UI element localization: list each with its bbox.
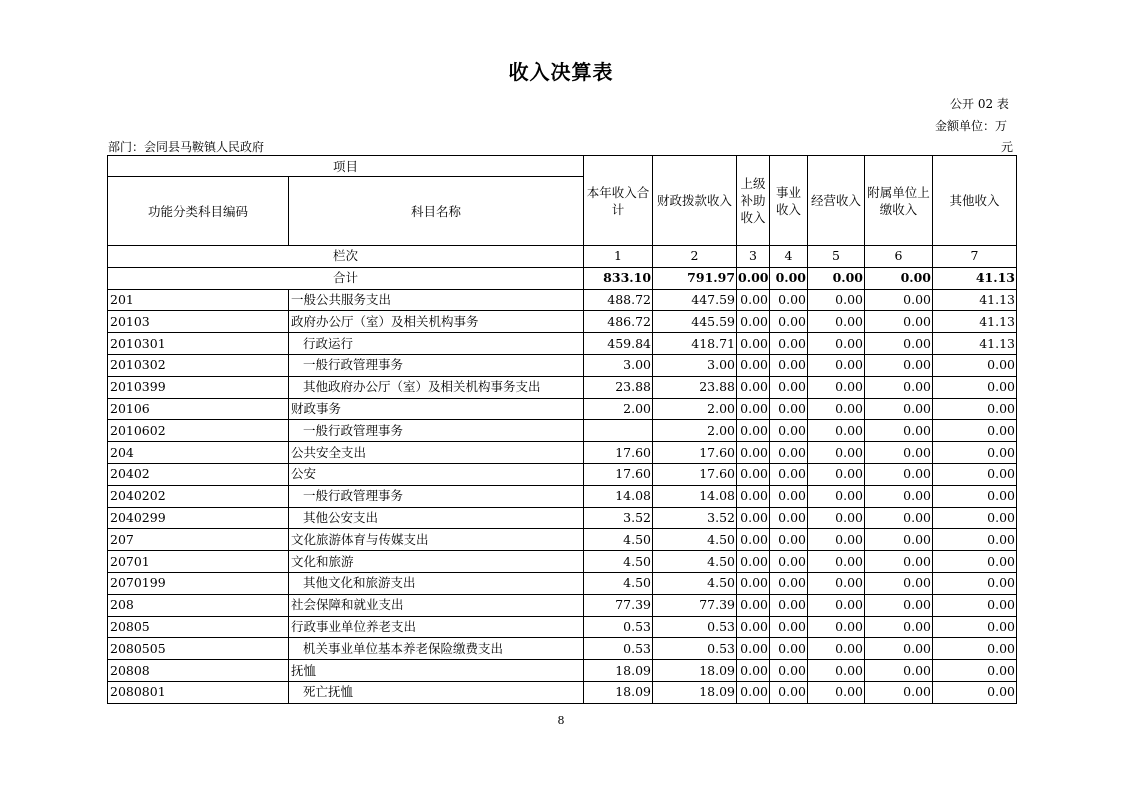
amount-cell: 2.00	[653, 420, 737, 442]
subject-name: 政府办公厅（室）及相关机构事务	[289, 311, 584, 333]
table-row	[108, 442, 1017, 464]
amount-cell: 4.50	[653, 529, 737, 551]
subject-name: 其他公安支出	[289, 507, 584, 529]
amount-cell: 0.00	[737, 529, 770, 551]
amount-cell: 4.50	[653, 572, 737, 594]
amount-cell: 0.00	[865, 529, 933, 551]
subject-name: 行政运行	[289, 333, 584, 355]
amount-cell: 0.00	[770, 551, 808, 573]
subject-code: 201	[108, 289, 289, 311]
table-row	[108, 551, 1017, 573]
amount-cell: 0.00	[770, 507, 808, 529]
amount-cell	[584, 420, 653, 442]
subject-code: 2010399	[108, 376, 289, 398]
amount-cell: 2.00	[584, 398, 653, 420]
subject-code: 20106	[108, 398, 289, 420]
amount-cell: 0.00	[865, 681, 933, 703]
amount-cell: 18.09	[653, 681, 737, 703]
table-row	[108, 398, 1017, 420]
amount-cell: 41.13	[933, 311, 1017, 333]
amount-cell: 459.84	[584, 333, 653, 355]
amount-cell: 17.60	[653, 442, 737, 464]
subject-name: 死亡抚恤	[289, 681, 584, 703]
header-total-income: 本年收入合计	[584, 156, 653, 246]
column-number: 6	[865, 246, 933, 268]
amount-cell: 0.00	[770, 420, 808, 442]
table-row	[108, 485, 1017, 507]
subject-name: 公安	[289, 463, 584, 485]
amount-cell: 0.00	[808, 551, 865, 573]
amount-cell: 77.39	[584, 594, 653, 616]
amount-cell: 14.08	[584, 485, 653, 507]
amount-cell: 0.00	[808, 354, 865, 376]
amount-cell: 23.88	[584, 376, 653, 398]
amount-cell: 0.53	[653, 616, 737, 638]
amount-cell: 0.00	[865, 289, 933, 311]
amount-cell: 0.00	[933, 529, 1017, 551]
total-label: 合计	[108, 267, 584, 289]
amount-cell: 4.50	[584, 572, 653, 594]
amount-cell: 0.00	[933, 398, 1017, 420]
amount-cell: 0.00	[865, 354, 933, 376]
header-superior-subsidy: 上级补助收入	[737, 156, 770, 246]
subject-code: 2080505	[108, 638, 289, 660]
header-code: 功能分类科目编码	[108, 177, 289, 246]
amount-cell: 0.00	[808, 376, 865, 398]
amount-cell: 0.00	[737, 289, 770, 311]
total-value: 41.13	[933, 267, 1017, 289]
table-row	[108, 311, 1017, 333]
amount-cell: 0.00	[933, 660, 1017, 682]
subject-code: 20103	[108, 311, 289, 333]
amount-cell: 0.00	[737, 616, 770, 638]
amount-cell: 0.00	[933, 616, 1017, 638]
column-number: 4	[770, 246, 808, 268]
amount-cell: 0.00	[933, 638, 1017, 660]
amount-cell: 41.13	[933, 333, 1017, 355]
header-other-income: 其他收入	[933, 156, 1017, 246]
amount-cell: 2.00	[653, 398, 737, 420]
subject-code: 208	[108, 594, 289, 616]
amount-cell: 0.00	[737, 594, 770, 616]
subject-code: 2040202	[108, 485, 289, 507]
amount-cell: 0.00	[770, 398, 808, 420]
subject-code: 20701	[108, 551, 289, 573]
amount-cell: 0.00	[865, 442, 933, 464]
table-row	[108, 572, 1017, 594]
amount-cell: 0.00	[933, 594, 1017, 616]
amount-cell: 0.00	[770, 594, 808, 616]
header-name: 科目名称	[289, 177, 584, 246]
income-table	[107, 155, 1017, 704]
amount-cell: 488.72	[584, 289, 653, 311]
amount-cell: 418.71	[653, 333, 737, 355]
amount-cell: 0.00	[737, 333, 770, 355]
amount-cell: 0.00	[808, 681, 865, 703]
table-row	[108, 660, 1017, 682]
subject-name: 文化旅游体育与传媒支出	[289, 529, 584, 551]
amount-cell: 0.00	[737, 681, 770, 703]
header-fiscal-allocation: 财政拨款收入	[653, 156, 737, 246]
subject-code: 2010301	[108, 333, 289, 355]
amount-cell: 447.59	[653, 289, 737, 311]
amount-cell: 0.00	[865, 376, 933, 398]
amount-cell: 0.00	[737, 398, 770, 420]
amount-cell: 0.00	[770, 289, 808, 311]
amount-cell: 17.60	[653, 463, 737, 485]
subject-code: 204	[108, 442, 289, 464]
header-business-income: 事业收入	[770, 156, 808, 246]
header-operating-income: 经营收入	[808, 156, 865, 246]
amount-cell: 0.00	[770, 572, 808, 594]
amount-cell: 4.50	[584, 529, 653, 551]
amount-cell: 3.52	[653, 507, 737, 529]
column-number: 2	[653, 246, 737, 268]
amount-cell: 0.00	[737, 463, 770, 485]
amount-cell: 0.00	[808, 442, 865, 464]
amount-cell: 0.00	[737, 420, 770, 442]
amount-cell: 0.00	[865, 485, 933, 507]
amount-cell: 0.00	[808, 289, 865, 311]
amount-cell: 0.00	[808, 463, 865, 485]
column-number: 5	[808, 246, 865, 268]
amount-cell: 0.00	[770, 376, 808, 398]
amount-cell: 3.00	[653, 354, 737, 376]
subject-code: 20805	[108, 616, 289, 638]
table-row	[108, 420, 1017, 442]
amount-cell: 0.00	[808, 594, 865, 616]
amount-cell: 23.88	[653, 376, 737, 398]
amount-cell: 0.00	[737, 376, 770, 398]
amount-cell: 4.50	[584, 551, 653, 573]
amount-cell: 0.00	[865, 660, 933, 682]
amount-cell: 0.00	[808, 420, 865, 442]
amount-cell: 0.00	[770, 463, 808, 485]
amount-cell: 0.00	[770, 681, 808, 703]
amount-cell: 0.00	[808, 572, 865, 594]
subject-name: 其他文化和旅游支出	[289, 572, 584, 594]
amount-cell: 14.08	[653, 485, 737, 507]
unit-label-cont: 元	[1001, 140, 1014, 154]
total-value: 833.10	[584, 267, 653, 289]
amount-cell: 0.00	[737, 660, 770, 682]
table-row	[108, 333, 1017, 355]
column-number: 1	[584, 246, 653, 268]
subject-code: 2040299	[108, 507, 289, 529]
amount-cell: 0.00	[770, 638, 808, 660]
amount-cell: 0.00	[737, 485, 770, 507]
amount-cell: 17.60	[584, 442, 653, 464]
amount-cell: 0.00	[933, 420, 1017, 442]
amount-cell: 0.00	[865, 463, 933, 485]
header-affiliated-income: 附属单位上缴收入	[865, 156, 933, 246]
subject-name: 抚恤	[289, 660, 584, 682]
amount-cell: 0.00	[865, 311, 933, 333]
subject-name: 一般公共服务支出	[289, 289, 584, 311]
amount-cell: 0.00	[933, 572, 1017, 594]
amount-cell: 0.00	[865, 616, 933, 638]
subject-code: 2080801	[108, 681, 289, 703]
subject-code: 2010302	[108, 354, 289, 376]
amount-cell: 0.00	[737, 572, 770, 594]
subject-name: 社会保障和就业支出	[289, 594, 584, 616]
amount-cell: 0.00	[737, 311, 770, 333]
column-index-row	[108, 246, 1017, 268]
column-number: 7	[933, 246, 1017, 268]
amount-cell: 18.09	[584, 660, 653, 682]
subject-name: 一般行政管理事务	[289, 354, 584, 376]
amount-cell: 0.53	[584, 638, 653, 660]
amount-cell: 0.00	[865, 638, 933, 660]
amount-cell: 0.00	[865, 551, 933, 573]
amount-cell: 0.00	[865, 333, 933, 355]
amount-cell: 0.00	[737, 354, 770, 376]
header-project: 项目	[108, 156, 584, 177]
amount-cell: 0.00	[808, 616, 865, 638]
table-row	[108, 507, 1017, 529]
amount-cell: 0.00	[737, 551, 770, 573]
amount-cell: 0.00	[865, 594, 933, 616]
subject-name: 一般行政管理事务	[289, 420, 584, 442]
amount-cell: 0.00	[933, 485, 1017, 507]
amount-cell: 0.00	[770, 616, 808, 638]
column-number: 3	[737, 246, 770, 268]
total-value: 0.00	[808, 267, 865, 289]
amount-cell: 0.00	[808, 311, 865, 333]
amount-cell: 0.53	[653, 638, 737, 660]
table-row	[108, 529, 1017, 551]
amount-cell: 0.00	[737, 507, 770, 529]
amount-cell: 18.09	[653, 660, 737, 682]
amount-cell: 77.39	[653, 594, 737, 616]
department-label: 部门：会同县马鞍镇人民政府	[108, 140, 265, 154]
amount-cell: 0.00	[808, 529, 865, 551]
subject-code: 207	[108, 529, 289, 551]
amount-cell: 445.59	[653, 311, 737, 333]
subject-name: 公共安全支出	[289, 442, 584, 464]
total-value: 0.00	[865, 267, 933, 289]
amount-cell: 0.00	[770, 333, 808, 355]
amount-cell: 0.00	[865, 507, 933, 529]
subject-name: 其他政府办公厅（室）及相关机构事务支出	[289, 376, 584, 398]
amount-cell: 18.09	[584, 681, 653, 703]
column-index-label: 栏次	[108, 246, 584, 268]
amount-cell: 0.00	[933, 507, 1017, 529]
amount-cell: 0.00	[933, 376, 1017, 398]
amount-cell: 0.00	[933, 681, 1017, 703]
amount-cell: 0.00	[770, 485, 808, 507]
amount-cell: 0.00	[933, 551, 1017, 573]
amount-cell: 0.00	[770, 660, 808, 682]
amount-cell: 0.00	[808, 333, 865, 355]
amount-cell: 17.60	[584, 463, 653, 485]
amount-cell: 0.00	[770, 354, 808, 376]
total-row	[108, 267, 1017, 289]
subject-name: 一般行政管理事务	[289, 485, 584, 507]
subject-code: 20402	[108, 463, 289, 485]
table-row	[108, 463, 1017, 485]
page-number: 8	[557, 714, 565, 727]
subject-code: 2070199	[108, 572, 289, 594]
subject-name: 机关事业单位基本养老保险缴费支出	[289, 638, 584, 660]
subject-name: 文化和旅游	[289, 551, 584, 573]
amount-cell: 0.00	[865, 420, 933, 442]
subject-code: 20808	[108, 660, 289, 682]
amount-cell: 0.00	[808, 638, 865, 660]
header-row-project	[108, 156, 1017, 177]
amount-cell: 0.00	[933, 354, 1017, 376]
amount-cell: 3.52	[584, 507, 653, 529]
table-row	[108, 289, 1017, 311]
amount-cell: 0.53	[584, 616, 653, 638]
amount-cell: 0.00	[933, 442, 1017, 464]
amount-cell: 0.00	[808, 507, 865, 529]
amount-cell: 0.00	[933, 463, 1017, 485]
subject-name: 行政事业单位养老支出	[289, 616, 584, 638]
total-value: 0.00	[737, 267, 770, 289]
page-title: 收入决算表	[508, 60, 614, 84]
amount-cell: 0.00	[737, 442, 770, 464]
amount-cell: 0.00	[865, 398, 933, 420]
table-row	[108, 354, 1017, 376]
amount-cell: 486.72	[584, 311, 653, 333]
subject-code: 2010602	[108, 420, 289, 442]
total-value: 0.00	[770, 267, 808, 289]
amount-cell: 0.00	[770, 311, 808, 333]
amount-cell: 0.00	[808, 398, 865, 420]
table-row	[108, 616, 1017, 638]
amount-cell: 4.50	[653, 551, 737, 573]
amount-cell: 0.00	[737, 638, 770, 660]
table-row	[108, 594, 1017, 616]
total-value: 791.97	[653, 267, 737, 289]
table-row	[108, 376, 1017, 398]
amount-cell: 0.00	[770, 442, 808, 464]
unit-label: 金额单位：万	[935, 119, 1008, 133]
subject-name: 财政事务	[289, 398, 584, 420]
table-row	[108, 681, 1017, 703]
amount-cell: 41.13	[933, 289, 1017, 311]
table-row	[108, 638, 1017, 660]
amount-cell: 0.00	[770, 529, 808, 551]
doc-code: 公开 02 表	[950, 97, 1009, 111]
amount-cell: 3.00	[584, 354, 653, 376]
amount-cell: 0.00	[865, 572, 933, 594]
amount-cell: 0.00	[808, 660, 865, 682]
amount-cell: 0.00	[808, 485, 865, 507]
